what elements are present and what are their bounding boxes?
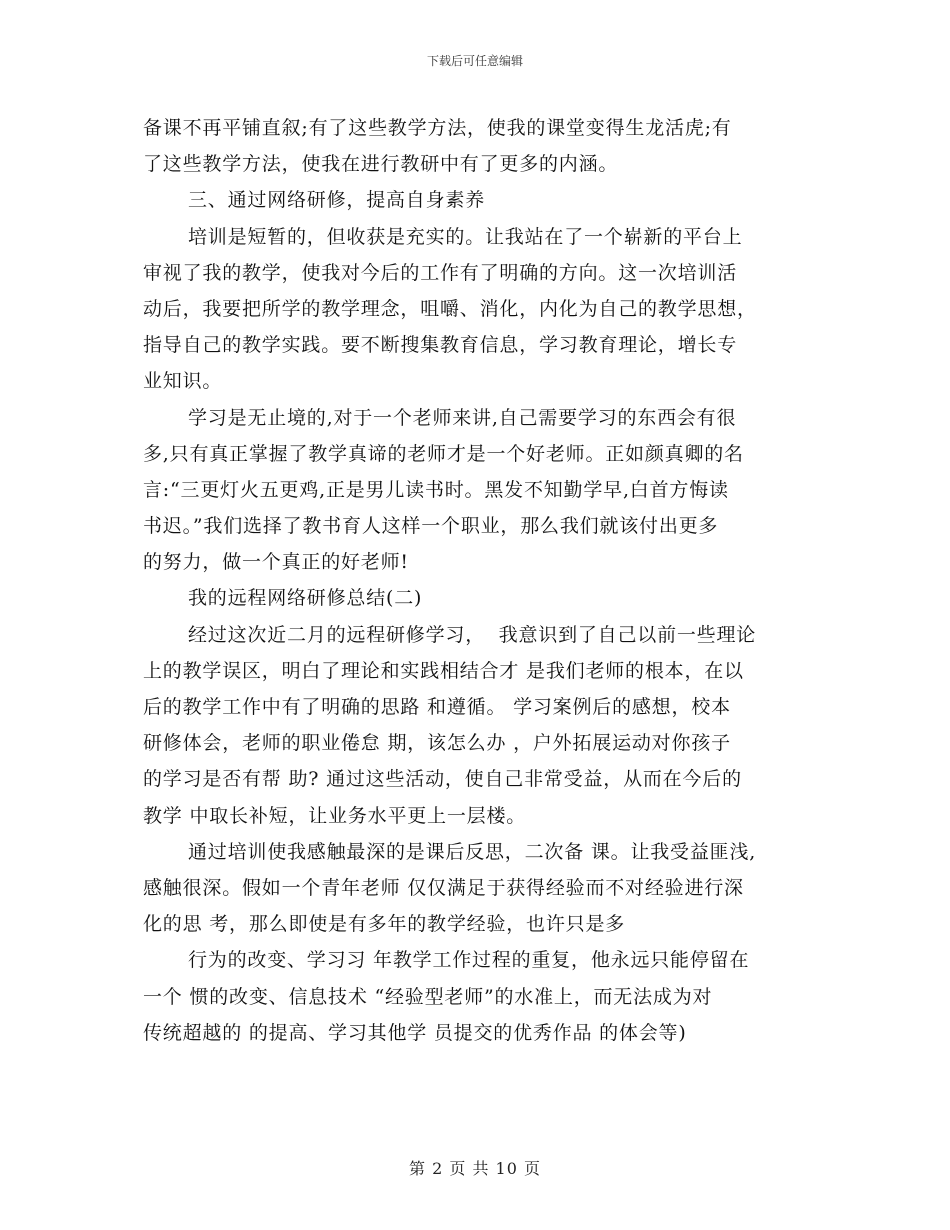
text-line: 感触很深。假如一个青年老师 仅仅满足于获得经验而不对经验进行深 <box>143 876 744 899</box>
text-line: 指导自己的教学实践。要不断搜集教育信息，学习教育理论，增长专 <box>143 334 738 357</box>
text-line: 传统超越的 的提高、学习其他学 员提交的优秀作品 的体会等) <box>143 1021 687 1044</box>
text-line: 培训是短暂的，但收获是充实的。让我站在了一个崭新的平台上 <box>188 225 743 248</box>
text-line: 学习是无止境的,对于一个老师来讲,自己需要学习的东西会有很 <box>188 406 737 429</box>
section-heading: 三、通过网络研修，提高自身素养 <box>188 189 486 212</box>
text-line: 多,只有真正掌握了教学真谛的老师才是一个好老师。正如颜真卿的名 <box>143 442 744 465</box>
text-line: 经过这次近二月的远程研修学习， 我意识到了自己以前一些理论 <box>188 623 757 646</box>
text-line: 言:“三更灯火五更鸡,正是男儿读书时。黑发不知勤学早,白首方悔读 <box>143 478 729 501</box>
text-line: 审视了我的教学，使我对今后的工作有了明确的方向。这一次培训活 <box>143 261 738 284</box>
page-number: 第 2 页 共 10 页 <box>409 1159 541 1178</box>
text-line: 业知识。 <box>143 370 223 393</box>
text-line: 了这些教学方法，使我在进行教研中有了更多的内涵。 <box>143 153 619 176</box>
text-line: 书迟。”我们选择了教书育人这样一个职业，那么我们就该付出更多 <box>143 515 719 538</box>
section-title: 我的远程网络研修总结(二) <box>188 587 423 610</box>
document-body <box>143 110 813 1051</box>
text-line: 的学习是否有帮 助? 通过这些活动，使自己非常受益，从而在今后的 <box>143 768 742 791</box>
text-line: 动后，我要把所学的教学理念，咀嚼、消化，内化为自己的教学思想， <box>143 297 757 320</box>
text-line: 的努力，做一个真正的好老师! <box>143 551 409 574</box>
text-line: 教学 中取长补短，让业务水平更上一层楼。 <box>143 804 527 827</box>
text-line: 后的教学工作中有了明确的思路 和遵循。 学习案例后的感想，校本 <box>143 696 731 718</box>
text-line: 化的思 考，那么即使是有多年的教学经验，也许只是多 <box>143 913 626 936</box>
page-header: 下载后可任意编辑 <box>426 54 523 68</box>
text-line: 上的教学误区，明白了理论和实践相结合才 是我们老师的根本，在以 <box>143 659 744 682</box>
text-line: 研修体会，老师的职业倦怠 期，该怎么办 ，户外拓展运动对你孩子 <box>143 732 731 755</box>
text-line: 备课不再平铺直叙;有了这些教学方法，使我的课堂变得生龙活虎;有 <box>143 117 732 139</box>
text-line: 行为的改变、学习习 年教学工作过程的重复，他永远只能停留在 <box>188 949 750 972</box>
text-line: 一个 惯的改变、信息技术 “经验型老师”的水准上，而无法成为对 <box>143 985 713 1008</box>
text-line: 通过培训使我感触最深的是课后反思，二次备 课。让我受益匪浅, <box>188 840 757 863</box>
